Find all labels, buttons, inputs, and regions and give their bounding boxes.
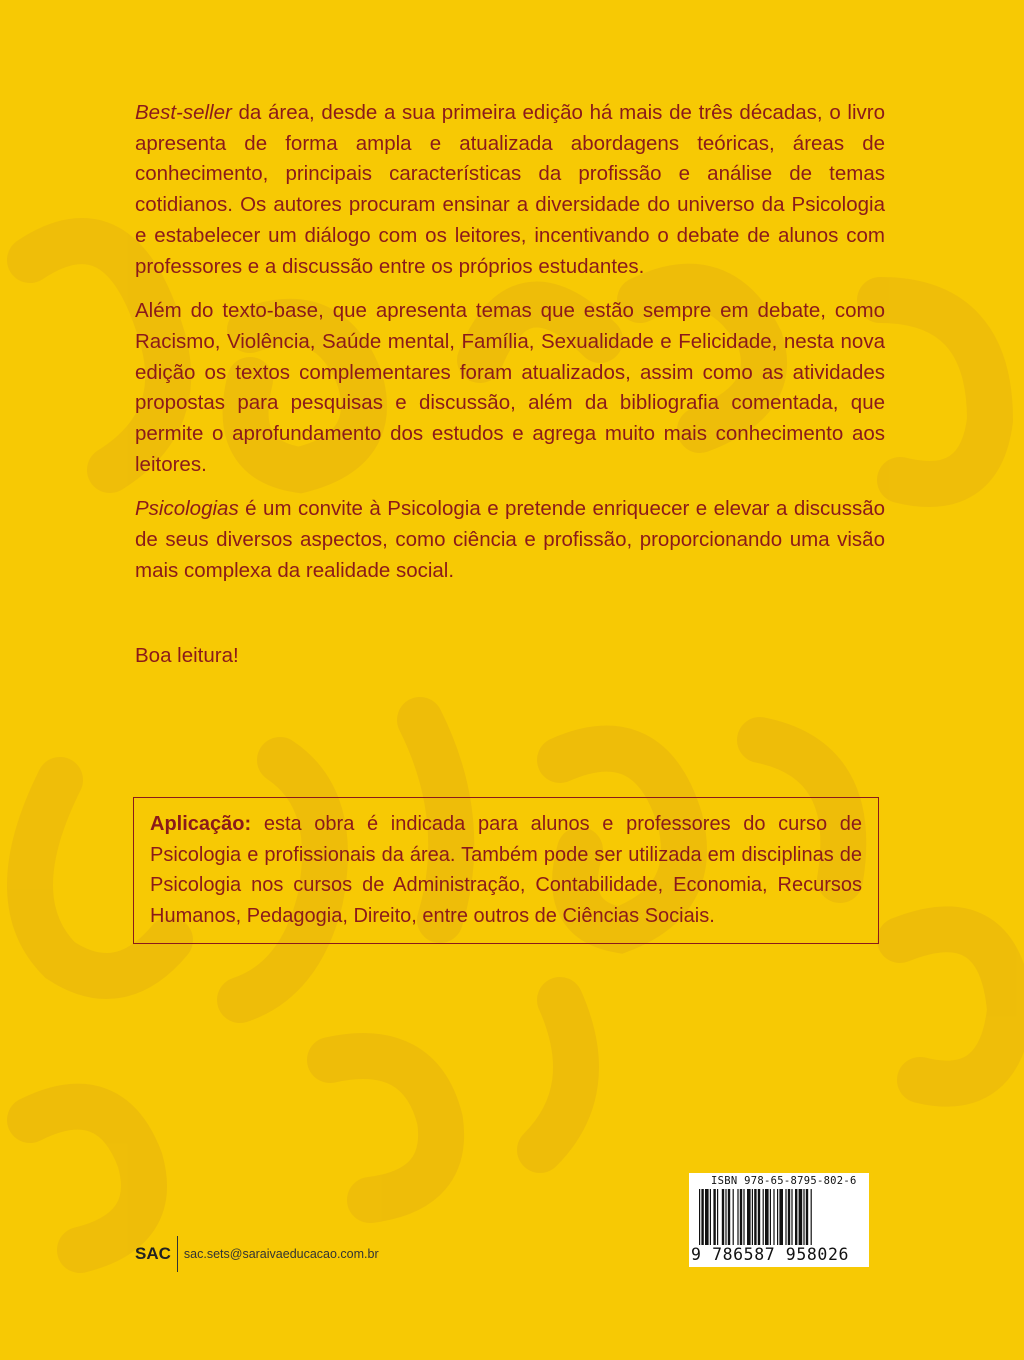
barcode-bar	[773, 1189, 774, 1245]
barcode-bar	[725, 1189, 726, 1245]
barcode-bar	[803, 1189, 804, 1245]
barcode-bar	[728, 1189, 730, 1245]
paragraph-topics-text: Além do texto-base, que apresenta temas que estão sempre em debate, como Racismo, Violência, Saúde mental, Família, Sexualidade e Felicidade, nesta nova edição os textos complementares foram atualizados, assim como as atividades propostas para pesquisas e discussão, além da bibliografia comentada, que permite o aprofundamento dos estudos e agrega muito mais conhecimento aos leitores.	[135, 299, 885, 476]
sac-divider	[177, 1236, 178, 1272]
barcode-bar	[754, 1189, 756, 1245]
paragraph-intro-text: da área, desde a sua primeira edição há mais de três décadas, o livro apresenta de forma ampla e atualizada abordagens teóricas, áreas de conhecimento, principais características da profissão e análise de temas cotidianos. Os autores procuram ensinar a diversidade do universo da Psicologia e estabelecer um diálogo com os leitores, incentivando o debate de alunos com professores e a discussão entre os próprios estudantes.	[135, 101, 885, 278]
barcode-bar	[795, 1189, 797, 1245]
application-label: Aplicação:	[150, 813, 252, 835]
barcode-bar	[710, 1189, 711, 1245]
barcode-bar	[701, 1189, 703, 1245]
barcode-bar	[777, 1189, 778, 1245]
isbn-barcode	[689, 1173, 869, 1267]
barcode-bar	[758, 1189, 760, 1245]
isbn-digits: 9 786587 958026	[691, 1245, 850, 1264]
barcode-bar	[799, 1189, 803, 1245]
barcode-bar	[788, 1189, 790, 1245]
barcode-bar	[791, 1189, 792, 1245]
barcode-bar	[737, 1189, 738, 1245]
sac-contact	[135, 1236, 379, 1272]
barcode-bar	[699, 1189, 700, 1245]
barcode-bar	[752, 1189, 753, 1245]
paragraph-topics	[135, 296, 885, 480]
barcode-bar	[713, 1189, 715, 1245]
barcode-bar	[747, 1189, 751, 1245]
paragraph-invitation-text: é um convite à Psicologia e pretende enriquecer e elevar a discussão de seus diversos aspectos, como ciência e profissão, proporcionando uma visão mais complexa da realidade social.	[135, 497, 885, 582]
barcode-bar	[717, 1189, 718, 1245]
isbn-label: ISBN 978-65-8795-802-6	[711, 1175, 857, 1187]
italic-best-seller: Best-seller	[135, 101, 232, 124]
sac-email: sac.sets@saraivaeducacao.com.br	[183, 1247, 379, 1261]
paragraph-intro	[135, 98, 885, 282]
application-box	[133, 797, 879, 944]
barcode-bar	[806, 1189, 808, 1245]
barcode-bar	[743, 1189, 744, 1245]
back-cover-text	[135, 98, 885, 671]
barcode-bar	[811, 1189, 812, 1245]
barcode-bar	[770, 1189, 771, 1245]
barcode-bar	[722, 1189, 724, 1245]
italic-psicologias: Psicologias	[135, 497, 239, 521]
barcode-bar	[763, 1189, 764, 1245]
barcode-bars-icon	[699, 1189, 859, 1245]
sac-label: SAC	[135, 1244, 171, 1263]
barcode-bar	[785, 1189, 786, 1245]
application-text: esta obra é indicada para alunos e professores do curso de Psicologia e profissionais da área. Também pode ser utilizada em disciplinas de Psicologia nos cursos de Administração, Contabilidade, Economia, Recursos Humanos, Pedagogia, Direito, entre outros de Ciências Sociais.	[150, 813, 862, 927]
barcode-bar	[733, 1189, 734, 1245]
barcode-bar	[705, 1189, 709, 1245]
barcode-bar	[740, 1189, 742, 1245]
barcode-bar	[779, 1189, 783, 1245]
barcode-bar	[765, 1189, 769, 1245]
paragraph-invitation	[135, 494, 885, 586]
closing-line: Boa leitura!	[135, 643, 239, 667]
